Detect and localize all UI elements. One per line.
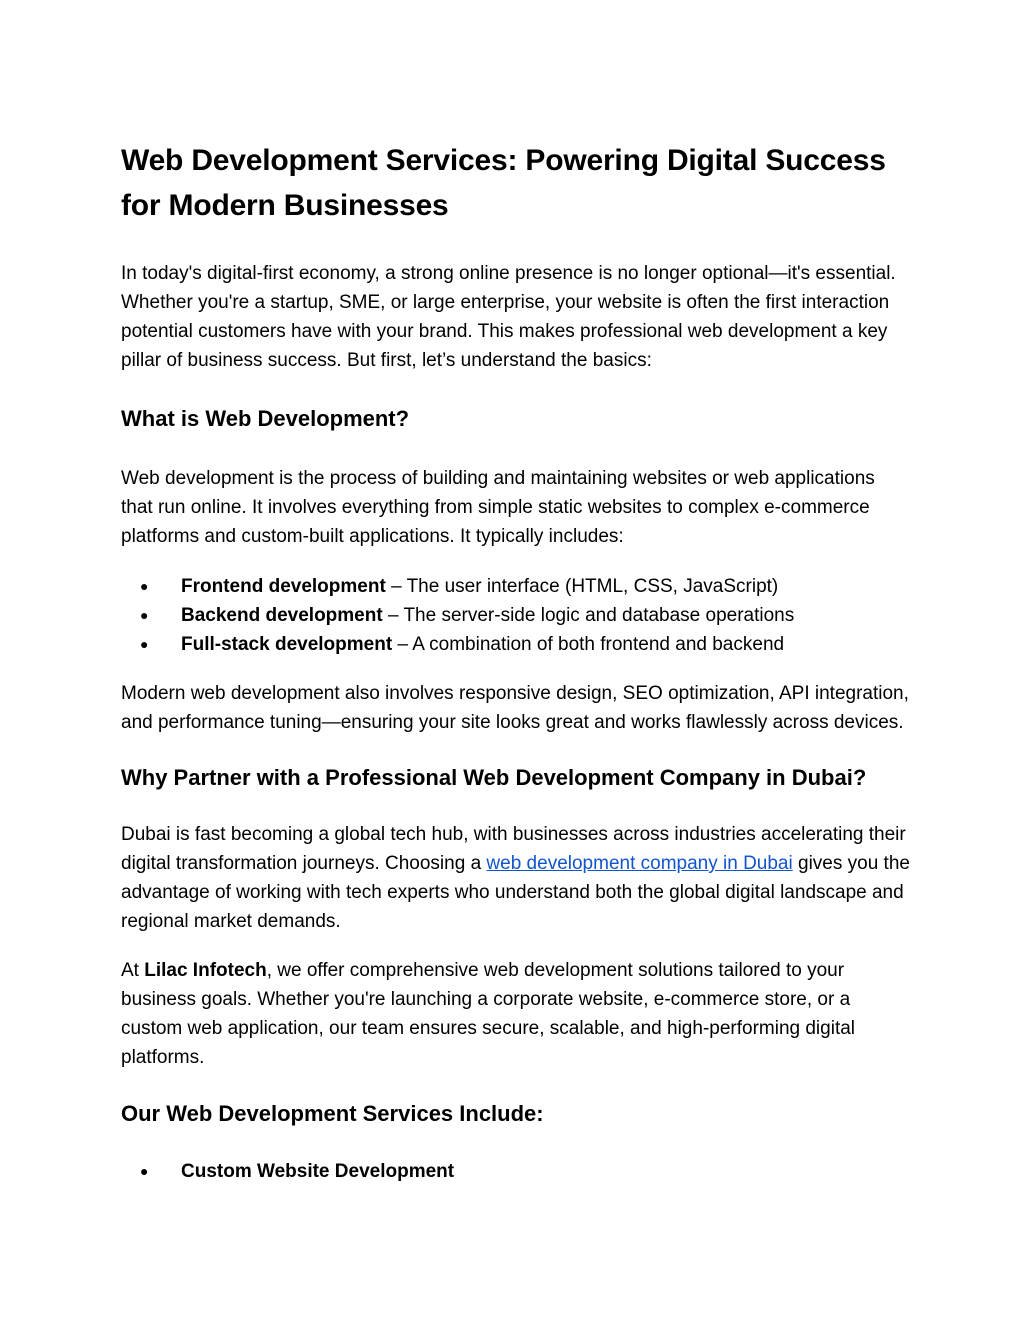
- modern-web-development-paragraph: Modern web development also involves responsive design, SEO optimization, API integration, and performance tuning—ensuring your site looks great and works flawlessly across devices.: [121, 683, 909, 733]
- list-item-desc: – The user interface (HTML, CSS, JavaScript): [385, 576, 779, 597]
- list-item-term: Full-stack development: [181, 634, 393, 655]
- dubai-text-before: Dubai is fast becoming a global tech hub, with businesses across industries accelerating their digital transformation journeys. Choosing a: [121, 824, 906, 874]
- intro-paragraph: In today's digital-first economy, a strong online presence is no longer optional—it's essential. Whether you're a startup, SME, or large enterprise, your website is often the first interaction potential customers have with your brand. This makes professional web development a key pillar of business success. But first, let’s understand the basics:: [121, 263, 896, 371]
- services-list: [121, 1157, 911, 1186]
- web-development-company-link[interactable]: web development company in Dubai: [486, 853, 793, 874]
- document-body: [121, 138, 911, 1186]
- list-item: [121, 601, 911, 630]
- list-item-desc: – The server-side logic and database operations: [382, 605, 795, 626]
- list-item: [121, 572, 911, 601]
- bullet-icon: ●: [140, 578, 149, 594]
- service-item: Custom Website Development: [181, 1161, 455, 1182]
- company-name: Lilac Infotech: [144, 960, 267, 981]
- document-title: Web Development Services: Powering Digital Success for Modern Businesses: [121, 144, 886, 222]
- bullet-icon: ●: [140, 636, 149, 652]
- lilac-text-after: , we offer comprehensive web development solutions tailored to your business goals. Whether you're launching a corporate website, e-commerce store, or a custom web application, our team ensures secure, scalable, and high-performing digital platforms.: [121, 960, 856, 1068]
- bullet-icon: ●: [140, 1163, 149, 1179]
- list-item-term: Frontend development: [181, 576, 386, 597]
- lilac-text-before: At: [121, 960, 145, 981]
- heading-why-partner: Why Partner with a Professional Web Development Company in Dubai?: [121, 765, 867, 790]
- web-development-definition: Web development is the process of building and maintaining websites or web applications that run online. It involves everything from simple static websites to complex e-commerce platforms and custom-built applications. It typically includes:: [121, 468, 875, 547]
- list-item-term: Backend development: [181, 605, 383, 626]
- list-item: [121, 630, 911, 659]
- list-item: [121, 1157, 911, 1186]
- list-item-desc: – A combination of both frontend and backend: [392, 634, 785, 655]
- development-types-list: [121, 572, 911, 659]
- dubai-text-after: gives you the advantage of working with tech experts who understand both the global digital landscape and regional market demands.: [121, 853, 910, 932]
- heading-services: Our Web Development Services Include:: [121, 1101, 544, 1126]
- bullet-icon: ●: [140, 607, 149, 623]
- dubai-paragraph: [121, 820, 911, 936]
- heading-what-is-web-development: What is Web Development?: [121, 406, 410, 431]
- lilac-paragraph: [121, 956, 911, 1072]
